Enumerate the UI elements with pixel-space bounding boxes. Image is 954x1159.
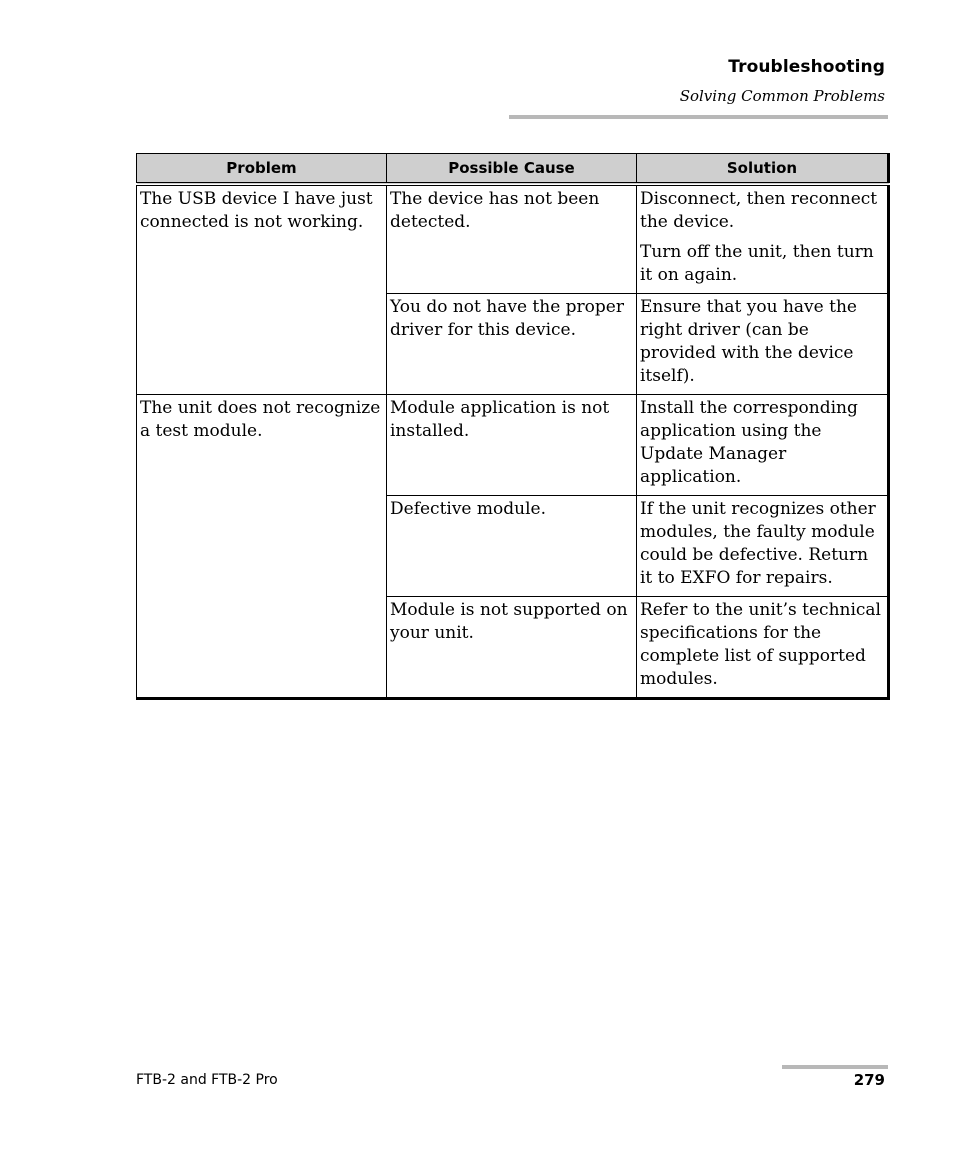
troubleshooting-table bbox=[136, 153, 890, 700]
header-divider bbox=[509, 115, 888, 119]
table-row bbox=[137, 395, 889, 496]
cause-cell: Module application is not installed. bbox=[387, 395, 637, 496]
solution-cell bbox=[637, 395, 889, 496]
table-row bbox=[137, 184, 889, 294]
table-header-row bbox=[137, 154, 889, 185]
problem-cell: The USB device I have just connected is not working. bbox=[137, 184, 387, 395]
solution-text: Turn off the unit, then turn it on again. bbox=[640, 242, 874, 285]
column-header-solution: Solution bbox=[637, 154, 889, 185]
footer-divider bbox=[782, 1065, 888, 1069]
solution-cell bbox=[637, 597, 889, 699]
solution-text: Install the corresponding application using the Update Manager application. bbox=[640, 398, 858, 487]
solution-text: If the unit recognizes other modules, the faulty module could be defective. Return it to EXFO for repairs. bbox=[640, 499, 876, 588]
section-title: Troubleshooting bbox=[728, 57, 885, 77]
problem-cell: The unit does not recognize a test module. bbox=[137, 395, 387, 699]
column-header-possible-cause: Possible Cause bbox=[387, 154, 637, 185]
cause-cell: The device has not been detected. bbox=[387, 184, 637, 294]
cause-cell: Module is not supported on your unit. bbox=[387, 597, 637, 699]
page-number: 279 bbox=[853, 1071, 885, 1089]
solution-cell bbox=[637, 184, 889, 294]
cause-cell: Defective module. bbox=[387, 496, 637, 597]
section-subtitle: Solving Common Problems bbox=[679, 87, 885, 105]
solution-cell bbox=[637, 496, 889, 597]
footer-product-name: FTB-2 and FTB-2 Pro bbox=[136, 1072, 278, 1088]
solution-cell bbox=[637, 294, 889, 395]
cause-cell: You do not have the proper driver for this device. bbox=[387, 294, 637, 395]
solution-text: Refer to the unit’s technical specifications for the complete list of supported modules. bbox=[640, 600, 881, 689]
column-header-problem: Problem bbox=[137, 154, 387, 185]
solution-text: Ensure that you have the right driver (can be provided with the device itself). bbox=[640, 297, 857, 386]
solution-text: Disconnect, then reconnect the device. bbox=[640, 189, 878, 232]
